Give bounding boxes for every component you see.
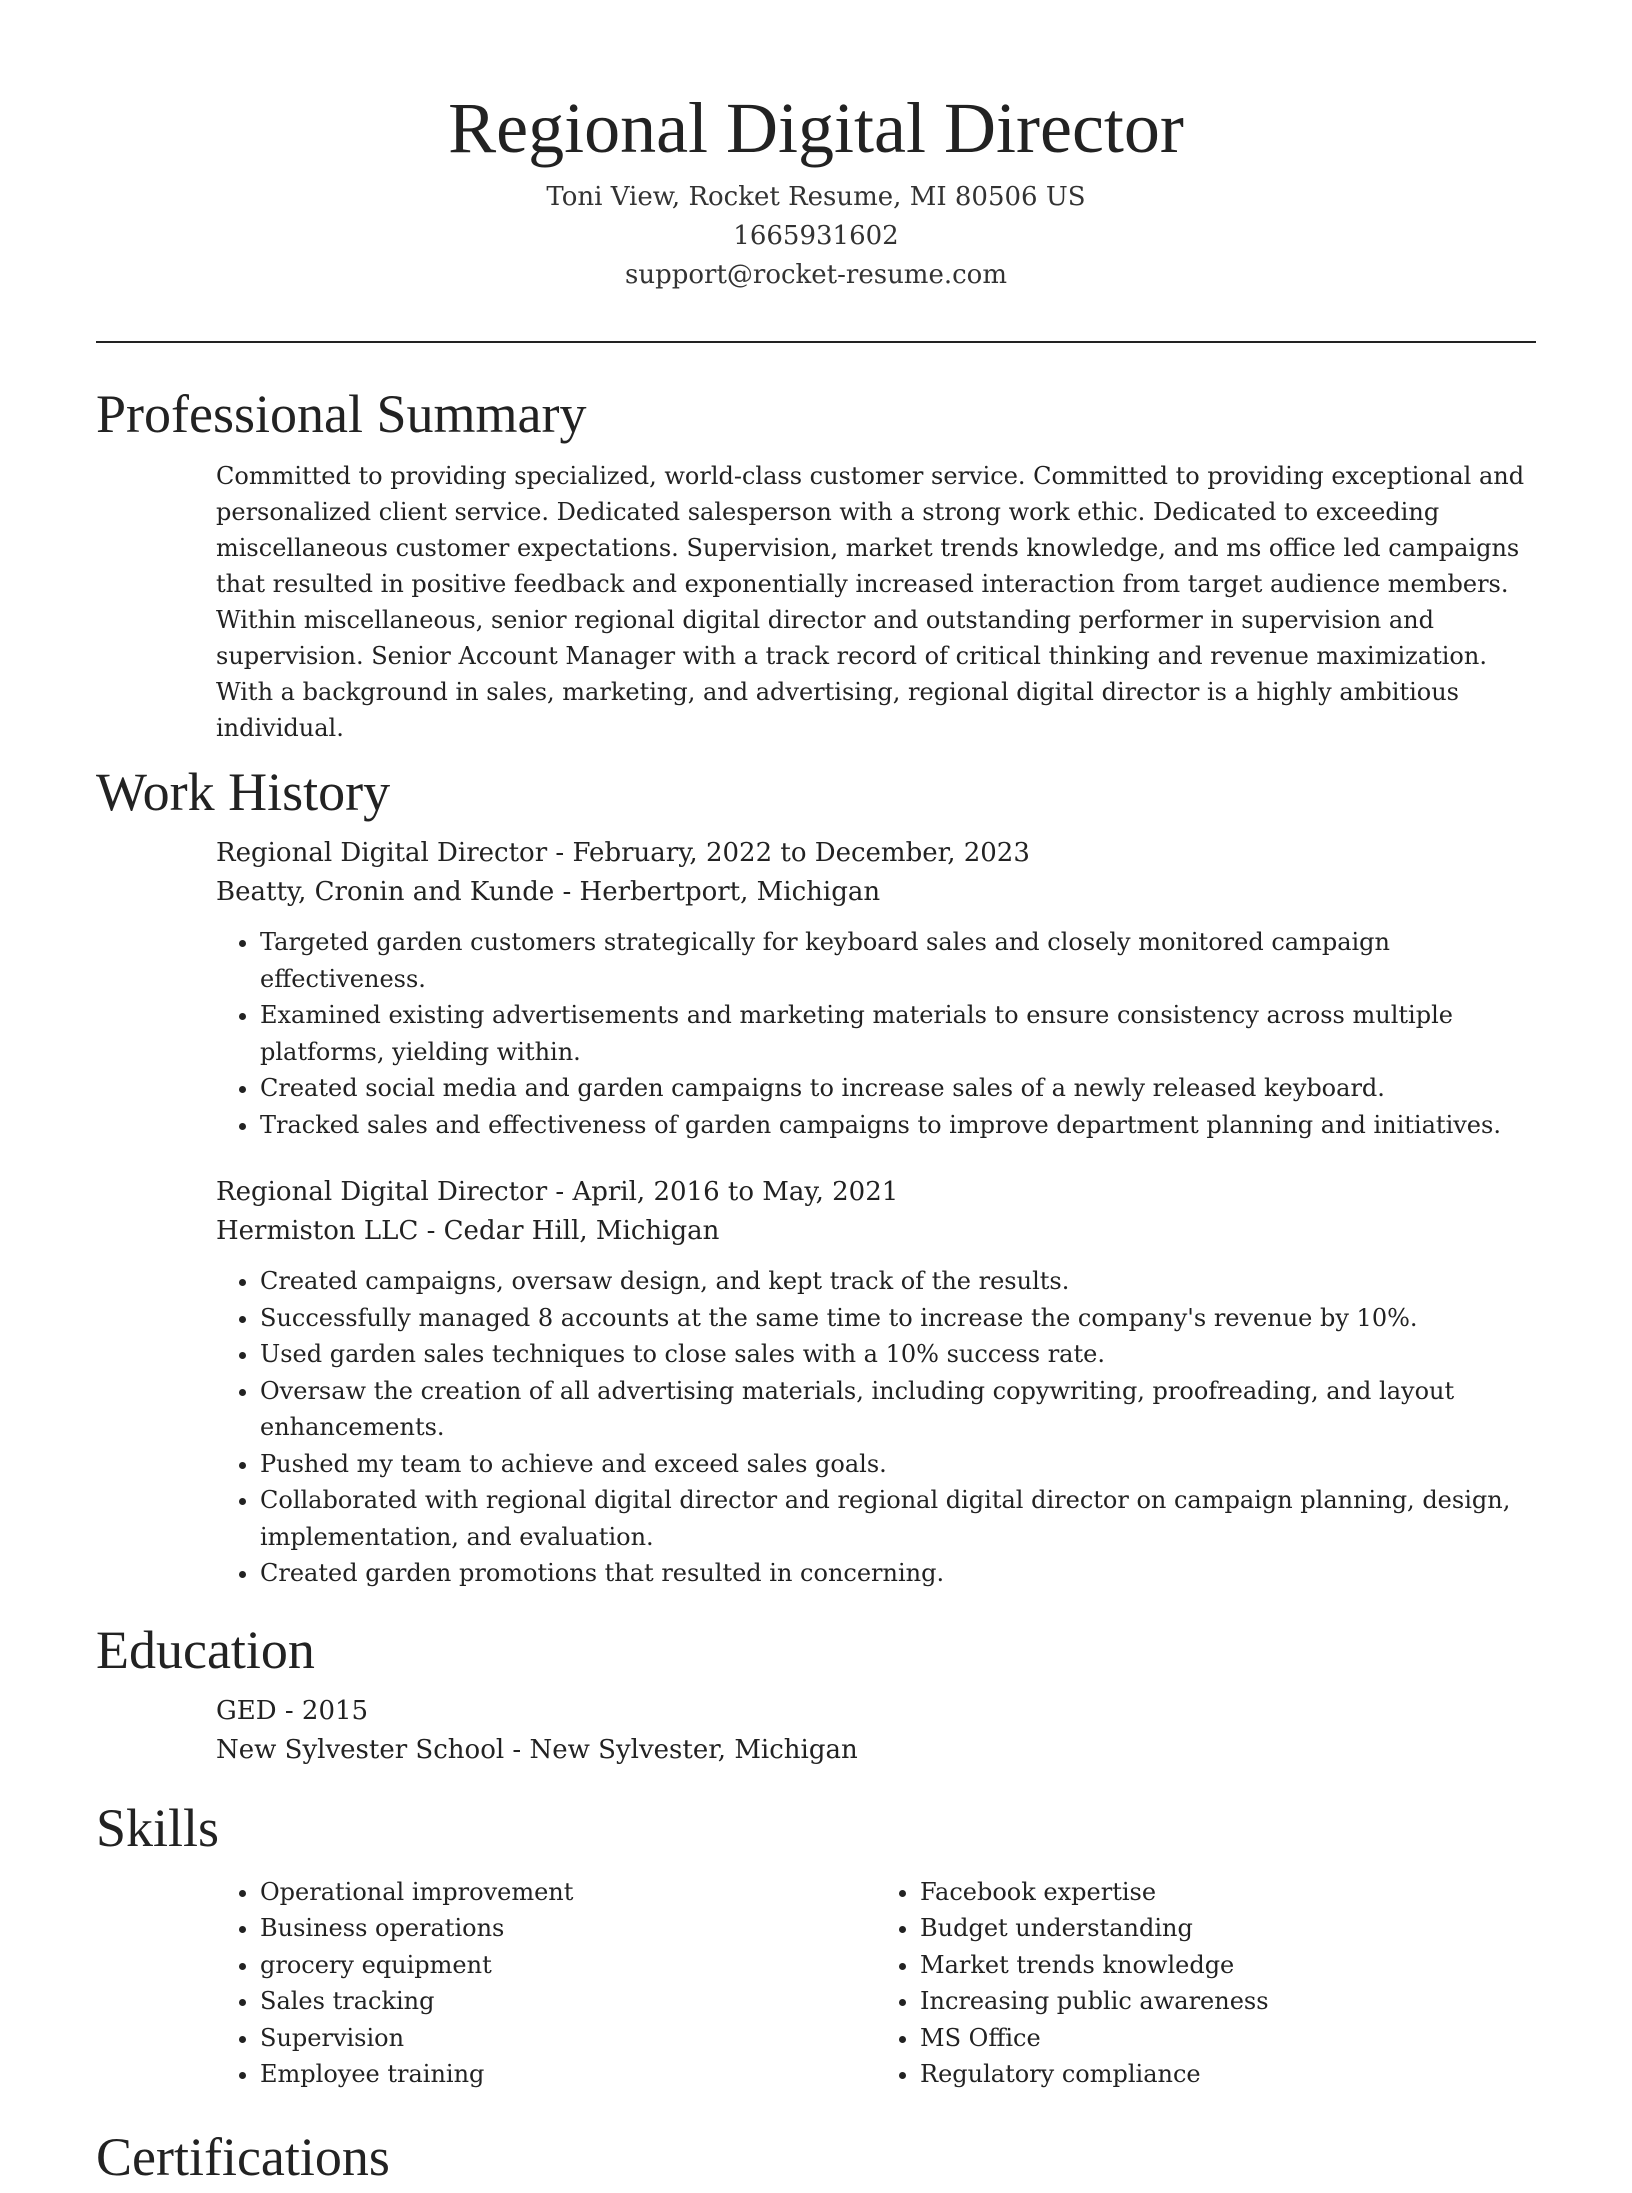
skill-item: • MS Office (920, 2020, 1536, 2057)
education-degree-line (216, 1692, 1536, 1731)
skill-item: • Increasing public awareness (920, 1983, 1536, 2020)
job-location: - Herbertport, Michigan (554, 877, 881, 907)
education-school-line (216, 1731, 1536, 1770)
job-title-line (216, 834, 1536, 873)
education-section (96, 1614, 1536, 1770)
job-bullet: • Tracked sales and effectiveness of garden campaigns to improve department planning and initiatives. (260, 1107, 1536, 1144)
education-year: - 2015 (276, 1695, 369, 1726)
skill-item: • Market trends knowledge (920, 1947, 1536, 1984)
resume-body (96, 378, 1536, 2193)
job-entry (216, 1173, 1536, 1592)
job-bullet: • Used garden sales techniques to close sales with a 10% success rate. (260, 1336, 1536, 1373)
skill-item: • Sales tracking (260, 1983, 876, 2020)
job-company-line (216, 1212, 1536, 1251)
skill-item: • Employee training (260, 2056, 876, 2093)
skills-list-right (876, 1874, 1536, 2093)
education-heading: Education (96, 1619, 315, 1680)
skill-item: • Supervision (260, 2020, 876, 2057)
job-company: Beatty, Cronin and Kunde (216, 877, 555, 907)
skills-list-left (216, 1874, 876, 2093)
job-company: Hermiston LLC (216, 1216, 419, 1246)
job-bullet: • Collaborated with regional digital director and regional digital director on campaign planning, design, implementation, and evaluation. (260, 1482, 1536, 1555)
header-divider (96, 341, 1536, 343)
skill-item: • Budget understanding (920, 1910, 1536, 1947)
certifications-heading: Certifications (96, 2126, 390, 2187)
skill-item: • Regulatory compliance (920, 2056, 1536, 2093)
job-title-line (216, 1173, 1536, 1212)
contact-email[interactable]: support@rocket-resume.com (624, 260, 1007, 290)
job-location: - Cedar Hill, Michigan (418, 1216, 720, 1246)
education-school: New Sylvester School (216, 1734, 505, 1765)
skills-columns (216, 1864, 1536, 2093)
job-bullets (216, 1263, 1536, 1592)
contact-phone: 1665931602 (733, 221, 899, 251)
job-company-line (216, 873, 1536, 912)
certifications-section (96, 2121, 1536, 2193)
job-bullet: • Targeted garden customers strategically for keyboard sales and closely monitored campaign effectiveness. (260, 924, 1536, 997)
contact-address: Toni View, Rocket Resume, MI 80506 US (546, 182, 1086, 212)
work-history-section (96, 756, 1536, 1592)
job-bullet: • Created garden promotions that resulted in concerning. (260, 1555, 1536, 1592)
job-bullet: • Created campaigns, oversaw design, and kept track of the results. (260, 1263, 1536, 1300)
job-title: Regional Digital Director (216, 838, 548, 868)
skills-heading: Skills (96, 1797, 220, 1858)
job-bullet: • Oversaw the creation of all advertising materials, including copywriting, proofreading, and layout enhancements. (260, 1373, 1536, 1446)
job-dates: - April, 2016 to May, 2021 (547, 1177, 899, 1207)
resume-header (0, 84, 1632, 295)
job-entry (216, 834, 1536, 1143)
job-bullet: • Created social media and garden campaigns to increase sales of a newly released keyboard. (260, 1070, 1536, 1107)
skill-item: • grocery equipment (260, 1947, 876, 1984)
education-location: - New Sylvester, Michigan (504, 1734, 858, 1765)
summary-section (96, 378, 1536, 746)
work-history-heading: Work History (96, 762, 391, 822)
summary-text: Committed to providing specialized, world-class customer service. Committed to providing exceptional and personalized client service. Dedicated salesperson with a strong work ethic. Dedicated to exceeding miscellaneous customer expectations. Supervision, market trends knowledge, and ms office led campaigns that resulted in positive feedback and exponentially increased interaction from target audience members. Within miscellaneous, senior regional digital director and outstanding performer in supervision and supervision. Senior Account Manager with a track record of critical thinking and revenue maximization. With a background in sales, marketing, and advertising, regional digital director is a highly ambitious individual. (216, 462, 1525, 742)
job-bullets (216, 924, 1536, 1143)
job-bullet: • Successfully managed 8 accounts at the same time to increase the company's revenue by 10%. (260, 1300, 1536, 1337)
education-degree: GED (216, 1695, 277, 1726)
job-dates: - February, 2022 to December, 2023 (547, 838, 1030, 868)
summary-heading: Professional Summary (96, 384, 587, 444)
job-title: Regional Digital Director (216, 1177, 548, 1207)
skills-section (96, 1792, 1536, 2093)
candidate-name: Regional Digital Director (448, 88, 1184, 168)
job-bullet: • Examined existing advertisements and marketing materials to ensure consistency across multiple platforms, yielding within. (260, 997, 1536, 1070)
skill-item: • Operational improvement (260, 1874, 876, 1911)
skill-item: • Facebook expertise (920, 1874, 1536, 1911)
skill-item: • Business operations (260, 1910, 876, 1947)
job-bullet: • Pushed my team to achieve and exceed sales goals. (260, 1446, 1536, 1483)
